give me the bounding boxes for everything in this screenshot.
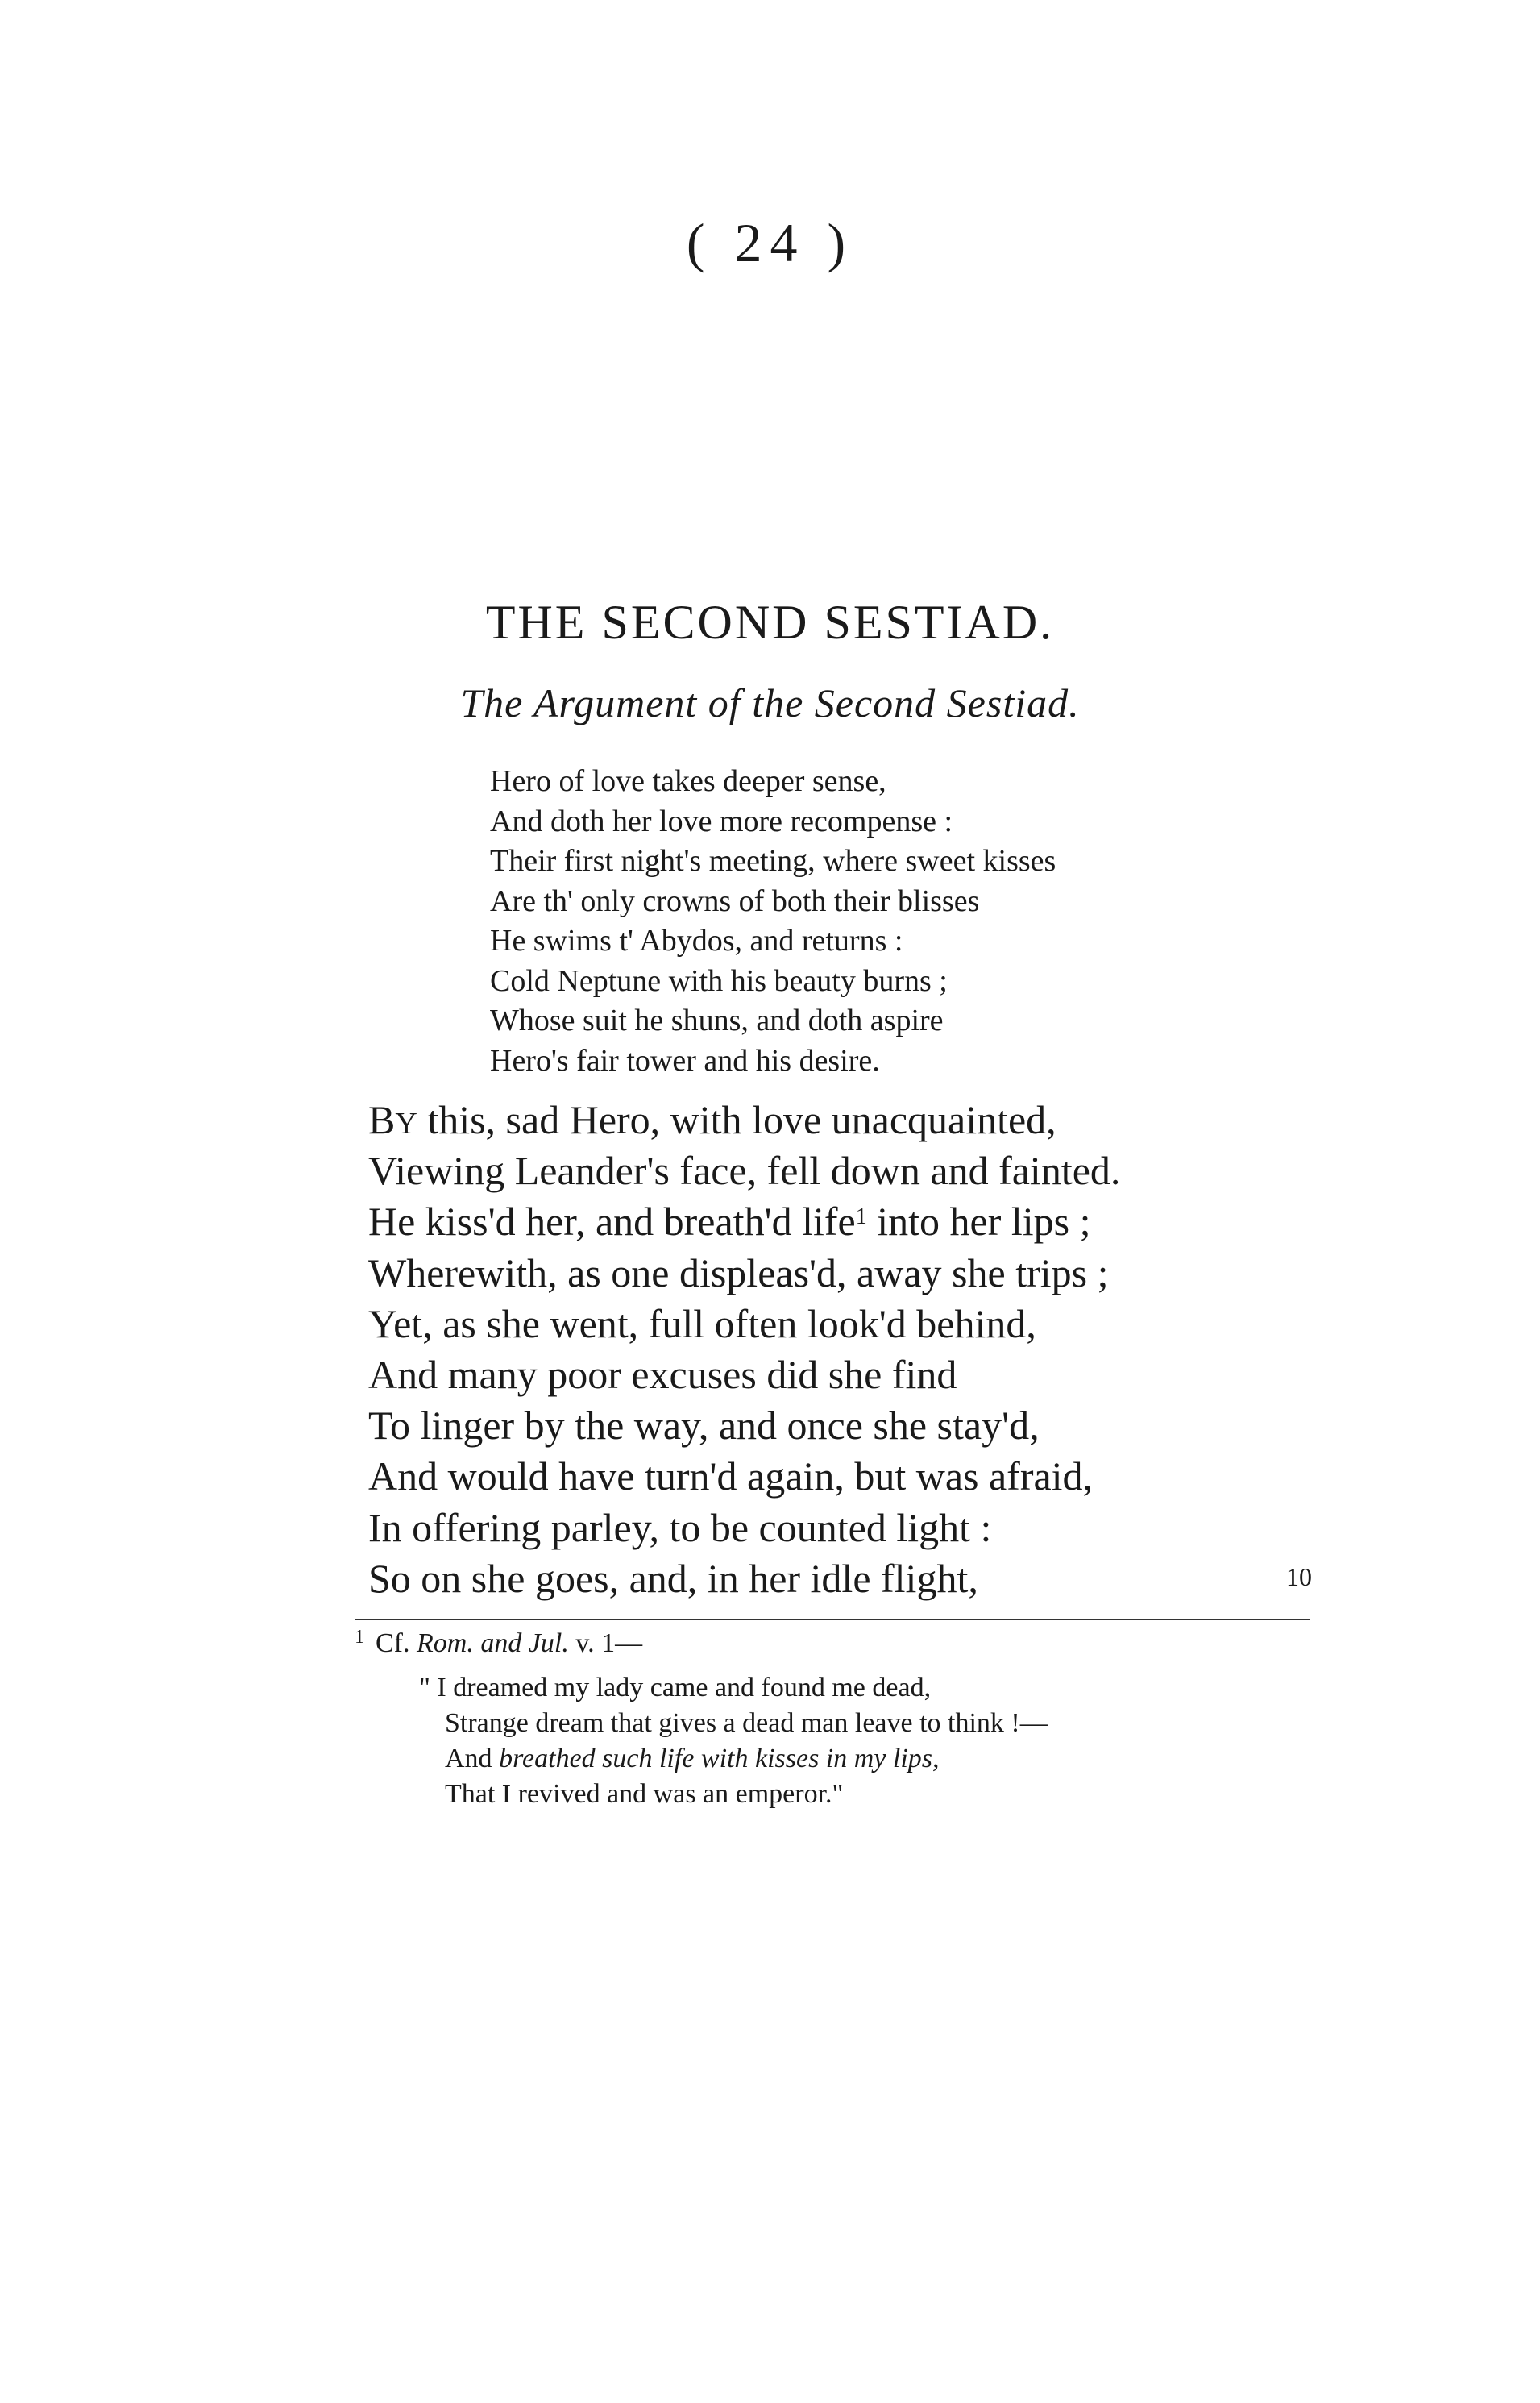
poem-line: So on she goes, and, in her idle flight,	[368, 1555, 978, 1601]
poem-line: Yet, as she went, full often look'd behind,	[368, 1300, 1036, 1346]
poem-line: Wherewith, as one displeas'd, away she trips ;	[368, 1249, 1109, 1295]
page-number: ( 24 )	[686, 212, 854, 273]
footnote-divider	[355, 1619, 1310, 1620]
footnote-number: 1	[355, 1627, 364, 1648]
quote-line-text: And	[445, 1744, 500, 1773]
argument-verse	[490, 762, 1056, 1081]
poem-line	[368, 1095, 1120, 1145]
footnote-ref-prefix: Cf.	[376, 1628, 417, 1658]
line-number: 10	[1286, 1562, 1312, 1591]
poem-line: And many poor excuses did she find	[368, 1351, 957, 1397]
quote-line: " I dreamed my lady came and found me dead,	[419, 1673, 932, 1702]
poem-line	[368, 1196, 1120, 1247]
poem-line: Viewing Leander's face, fell down and fainted.	[368, 1148, 1121, 1194]
poem-line: To linger by the way, and once she stay'd,	[368, 1403, 1040, 1449]
quote-line: That I revived and was an emperor."	[445, 1779, 844, 1809]
argument-line: Hero of love takes deeper sense,	[490, 764, 886, 798]
quote-line: Strange dream that gives a dead man leave to think !—	[445, 1708, 1048, 1738]
argument-line: He swims t' Abydos, and returns :	[490, 924, 903, 958]
section-title: THE SECOND SESTIAD.	[485, 596, 1055, 649]
dropcap-letter: B	[368, 1097, 396, 1142]
argument-line: Cold Neptune with his beauty burns ;	[490, 963, 948, 998]
smallcap-letter: Y	[395, 1107, 417, 1141]
argument-line: Their first night's meeting, where sweet kisses	[490, 844, 1056, 878]
footnote-quote	[419, 1670, 1048, 1812]
argument-line: Whose suit he shuns, and doth aspire	[490, 1004, 944, 1037]
poem-line-text: He kiss'd her, and breath'd life	[368, 1199, 856, 1245]
argument-heading: The Argument of the Second Sestiad.	[460, 680, 1080, 725]
argument-line: And doth her love more recompense :	[490, 804, 953, 838]
argument-line: Hero's fair tower and his desire.	[490, 1043, 880, 1078]
footnote-ref-suffix: v. 1—	[568, 1628, 643, 1658]
poem-line-text: into her lips ;	[866, 1199, 1091, 1245]
poem-line: And would have turn'd again, but was afraid,	[368, 1453, 1094, 1499]
poem-line-text: this, sad Hero, with love unacquainted,	[417, 1097, 1056, 1142]
poem-verse	[368, 1095, 1120, 1604]
argument-line: Are th' only crowns of both their blisses	[490, 883, 980, 918]
quote-line	[419, 1741, 1048, 1777]
poem-line: In offering parley, to be counted light :	[368, 1504, 992, 1550]
footnote-reference	[355, 1628, 642, 1659]
footnote-ref-work: Rom. and Jul.	[417, 1628, 569, 1658]
footnote-marker: 1	[855, 1204, 867, 1230]
quote-line-italic: breathed such life with kisses in my lips,	[499, 1744, 940, 1773]
